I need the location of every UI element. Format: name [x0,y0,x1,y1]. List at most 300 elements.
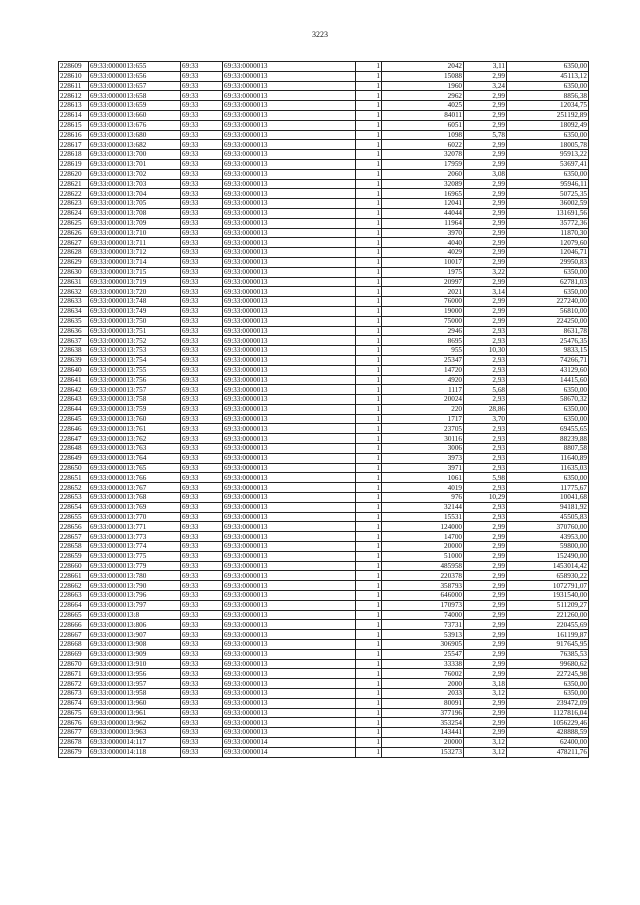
area-cell: 4040 [382,238,464,248]
specific-value-cell: 2,99 [464,120,507,130]
count-cell: 1 [356,512,382,522]
count-cell: 1 [356,169,382,179]
quarter-number-cell: 69:33:0000013 [223,208,356,218]
specific-value-cell: 2,99 [464,71,507,81]
row-number-cell: 228655 [59,512,89,522]
count-cell: 1 [356,669,382,679]
count-cell: 1 [356,581,382,591]
area-cell: 2060 [382,169,464,179]
district-code-cell: 69:33 [181,346,223,356]
row-number-cell: 228623 [59,199,89,209]
quarter-number-cell: 69:33:0000013 [223,453,356,463]
cadastral-value-cell: 14415,60 [507,375,589,385]
cadastral-number-cell: 69:33:0000014:117 [89,737,181,747]
cadastral-value-cell: 1072791,07 [507,581,589,591]
district-code-cell: 69:33 [181,375,223,385]
quarter-number-cell: 69:33:0000013 [223,306,356,316]
count-cell: 1 [356,81,382,91]
specific-value-cell: 10,29 [464,493,507,503]
specific-value-cell: 2,99 [464,610,507,620]
row-number-cell: 228667 [59,630,89,640]
area-cell: 75000 [382,316,464,326]
cadastral-number-cell: 69:33:0000013:760 [89,414,181,424]
cadastral-number-cell: 69:33:0000013:680 [89,130,181,140]
area-cell: 220378 [382,571,464,581]
cadastral-value-cell: 511209,27 [507,600,589,610]
count-cell: 1 [356,414,382,424]
table-row [59,91,589,101]
table-row [59,267,589,277]
table-row [59,542,589,552]
area-cell: 976 [382,493,464,503]
cadastral-number-cell: 69:33:0000013:759 [89,404,181,414]
row-number-cell: 228625 [59,218,89,228]
count-cell: 1 [356,640,382,650]
cadastral-number-cell: 69:33:0000013:758 [89,395,181,405]
district-code-cell: 69:33 [181,591,223,601]
area-cell: 1975 [382,267,464,277]
district-code-cell: 69:33 [181,355,223,365]
area-cell: 646000 [382,591,464,601]
specific-value-cell: 2,93 [464,355,507,365]
cadastral-number-cell: 69:33:0000013:780 [89,571,181,581]
cadastral-number-cell: 69:33:0000013:957 [89,679,181,689]
specific-value-cell: 2,93 [464,375,507,385]
cadastral-number-cell: 69:33:0000013:708 [89,208,181,218]
cadastral-number-cell: 69:33:0000013:711 [89,238,181,248]
district-code-cell: 69:33 [181,630,223,640]
quarter-number-cell: 69:33:0000013 [223,610,356,620]
district-code-cell: 69:33 [181,434,223,444]
district-code-cell: 69:33 [181,71,223,81]
district-code-cell: 69:33 [181,267,223,277]
count-cell: 1 [356,718,382,728]
row-number-cell: 228662 [59,581,89,591]
area-cell: 153273 [382,747,464,757]
cadastral-value-cell: 35772,36 [507,218,589,228]
specific-value-cell: 2,99 [464,101,507,111]
specific-value-cell: 2,99 [464,728,507,738]
table-row [59,238,589,248]
table-row [59,551,589,561]
area-cell: 12041 [382,199,464,209]
table-row [59,346,589,356]
row-number-cell: 228673 [59,689,89,699]
quarter-number-cell: 69:33:0000013 [223,316,356,326]
count-cell: 1 [356,120,382,130]
quarter-number-cell: 69:33:0000013 [223,189,356,199]
cadastral-number-cell: 69:33:0000013:703 [89,179,181,189]
cadastral-value-cell: 36002,59 [507,199,589,209]
cadastral-value-cell: 43953,00 [507,532,589,542]
table-row [59,257,589,267]
count-cell: 1 [356,257,382,267]
district-code-cell: 69:33 [181,581,223,591]
cadastral-value-cell: 18005,78 [507,140,589,150]
area-cell: 14720 [382,365,464,375]
quarter-number-cell: 69:33:0000013 [223,640,356,650]
quarter-number-cell: 69:33:0000014 [223,747,356,757]
area-cell: 23705 [382,424,464,434]
district-code-cell: 69:33 [181,532,223,542]
area-cell: 32078 [382,150,464,160]
specific-value-cell: 2,99 [464,640,507,650]
cadastral-number-cell: 69:33:0000013:960 [89,698,181,708]
specific-value-cell: 2,93 [464,463,507,473]
district-code-cell: 69:33 [181,728,223,738]
district-code-cell: 69:33 [181,414,223,424]
count-cell: 1 [356,610,382,620]
row-number-cell: 228660 [59,561,89,571]
area-cell: 25547 [382,649,464,659]
table-row [59,424,589,434]
area-cell: 6051 [382,120,464,130]
cadastral-value-cell: 152490,00 [507,551,589,561]
table-row [59,375,589,385]
district-code-cell: 69:33 [181,130,223,140]
cadastral-number-cell: 69:33:0000013:714 [89,257,181,267]
count-cell: 1 [356,424,382,434]
area-cell: 220 [382,404,464,414]
table-row [59,493,589,503]
table-row [59,444,589,454]
cadastral-value-cell: 428888,59 [507,728,589,738]
row-number-cell: 228665 [59,610,89,620]
cadastral-value-cell: 62400,00 [507,737,589,747]
count-cell: 1 [356,385,382,395]
area-cell: 2033 [382,689,464,699]
table-row [59,640,589,650]
cadastral-number-cell: 69:33:0000013:709 [89,218,181,228]
row-number-cell: 228619 [59,159,89,169]
specific-value-cell: 2,99 [464,140,507,150]
table-row [59,189,589,199]
table-row [59,728,589,738]
specific-value-cell: 2,99 [464,110,507,120]
table-row [59,326,589,336]
district-code-cell: 69:33 [181,248,223,258]
area-cell: 170973 [382,600,464,610]
row-number-cell: 228627 [59,238,89,248]
district-code-cell: 69:33 [181,483,223,493]
quarter-number-cell: 69:33:0000013 [223,248,356,258]
table-row [59,561,589,571]
row-number-cell: 228663 [59,591,89,601]
count-cell: 1 [356,346,382,356]
row-number-cell: 228631 [59,277,89,287]
specific-value-cell: 3,12 [464,689,507,699]
count-cell: 1 [356,502,382,512]
area-cell: 16965 [382,189,464,199]
cadastral-value-cell: 251192,89 [507,110,589,120]
cadastral-value-cell: 6350,00 [507,62,589,72]
count-cell: 1 [356,463,382,473]
specific-value-cell: 2,93 [464,434,507,444]
table-row [59,473,589,483]
cadastral-number-cell: 69:33:0000013:748 [89,297,181,307]
cadastral-number-cell: 69:33:0000013:765 [89,463,181,473]
row-number-cell: 228637 [59,336,89,346]
specific-value-cell: 2,99 [464,581,507,591]
cadastral-number-cell: 69:33:0000013:756 [89,375,181,385]
table-row [59,659,589,669]
quarter-number-cell: 69:33:0000013 [223,159,356,169]
cadastral-value-cell: 6350,00 [507,404,589,414]
quarter-number-cell: 69:33:0000013 [223,238,356,248]
cadastral-number-cell: 69:33:0000013:956 [89,669,181,679]
cadastral-value-cell: 94181,92 [507,502,589,512]
cadastral-value-cell: 8807,58 [507,444,589,454]
quarter-number-cell: 69:33:0000013 [223,708,356,718]
cadastral-number-cell: 69:33:0000013:752 [89,336,181,346]
cadastral-number-cell: 69:33:0000013:715 [89,267,181,277]
cadastral-value-table [58,61,589,758]
cadastral-number-cell: 69:33:0000013:763 [89,444,181,454]
district-code-cell: 69:33 [181,62,223,72]
cadastral-number-cell: 69:33:0000013:702 [89,169,181,179]
count-cell: 1 [356,434,382,444]
count-cell: 1 [356,130,382,140]
row-number-cell: 228640 [59,365,89,375]
quarter-number-cell: 69:33:0000013 [223,551,356,561]
cadastral-value-cell: 18092,49 [507,120,589,130]
quarter-number-cell: 69:33:0000013 [223,591,356,601]
cadastral-number-cell: 69:33:0000013:659 [89,101,181,111]
district-code-cell: 69:33 [181,718,223,728]
quarter-number-cell: 69:33:0000013 [223,561,356,571]
cadastral-value-cell: 25476,35 [507,336,589,346]
specific-value-cell: 2,93 [464,483,507,493]
count-cell: 1 [356,630,382,640]
quarter-number-cell: 69:33:0000013 [223,669,356,679]
area-cell: 14700 [382,532,464,542]
area-cell: 143441 [382,728,464,738]
district-code-cell: 69:33 [181,669,223,679]
row-number-cell: 228658 [59,542,89,552]
row-number-cell: 228676 [59,718,89,728]
count-cell: 1 [356,532,382,542]
area-cell: 11964 [382,218,464,228]
cadastral-number-cell: 69:33:0000013:753 [89,346,181,356]
district-code-cell: 69:33 [181,228,223,238]
cadastral-number-cell: 69:33:0000013:764 [89,453,181,463]
row-number-cell: 228622 [59,189,89,199]
cadastral-value-cell: 69455,65 [507,424,589,434]
quarter-number-cell: 69:33:0000013 [223,110,356,120]
specific-value-cell: 3,18 [464,679,507,689]
quarter-number-cell: 69:33:0000013 [223,130,356,140]
area-cell: 10017 [382,257,464,267]
area-cell: 358793 [382,581,464,591]
row-number-cell: 228618 [59,150,89,160]
cadastral-value-cell: 131691,56 [507,208,589,218]
quarter-number-cell: 69:33:0000013 [223,91,356,101]
specific-value-cell: 2,99 [464,522,507,532]
count-cell: 1 [356,159,382,169]
cadastral-value-cell: 224250,00 [507,316,589,326]
row-number-cell: 228616 [59,130,89,140]
cadastral-number-cell: 69:33:0000013:806 [89,620,181,630]
row-number-cell: 228674 [59,698,89,708]
table-row [59,120,589,130]
row-number-cell: 228647 [59,434,89,444]
table-row [59,248,589,258]
cadastral-value-cell: 917645,95 [507,640,589,650]
district-code-cell: 69:33 [181,551,223,561]
table-row [59,669,589,679]
area-cell: 20997 [382,277,464,287]
cadastral-value-cell: 9833,15 [507,346,589,356]
area-cell: 1717 [382,414,464,424]
row-number-cell: 228649 [59,453,89,463]
table-row [59,502,589,512]
cadastral-value-cell: 370760,00 [507,522,589,532]
district-code-cell: 69:33 [181,91,223,101]
cadastral-number-cell: 69:33:0000013:700 [89,150,181,160]
specific-value-cell: 2,99 [464,600,507,610]
quarter-number-cell: 69:33:0000014 [223,737,356,747]
cadastral-value-cell: 6350,00 [507,679,589,689]
quarter-number-cell: 69:33:0000013 [223,346,356,356]
table-row [59,571,589,581]
row-number-cell: 228630 [59,267,89,277]
specific-value-cell: 2,99 [464,208,507,218]
cadastral-value-cell: 478211,76 [507,747,589,757]
row-number-cell: 228624 [59,208,89,218]
cadastral-value-cell: 11635,03 [507,463,589,473]
cadastral-value-cell: 6350,00 [507,385,589,395]
table-row [59,62,589,72]
quarter-number-cell: 69:33:0000013 [223,698,356,708]
cadastral-value-cell: 12034,75 [507,101,589,111]
row-number-cell: 228634 [59,306,89,316]
cadastral-number-cell: 69:33:0000013:660 [89,110,181,120]
district-code-cell: 69:33 [181,737,223,747]
area-cell: 1061 [382,473,464,483]
table-row [59,698,589,708]
specific-value-cell: 2,93 [464,424,507,434]
row-number-cell: 228651 [59,473,89,483]
specific-value-cell: 2,99 [464,248,507,258]
quarter-number-cell: 69:33:0000013 [223,444,356,454]
row-number-cell: 228610 [59,71,89,81]
quarter-number-cell: 69:33:0000013 [223,71,356,81]
row-number-cell: 228677 [59,728,89,738]
table-row [59,414,589,424]
cadastral-value-cell: 76385,53 [507,649,589,659]
cadastral-value-cell: 99680,62 [507,659,589,669]
area-cell: 4025 [382,101,464,111]
area-cell: 3973 [382,453,464,463]
quarter-number-cell: 69:33:0000013 [223,228,356,238]
quarter-number-cell: 69:33:0000013 [223,434,356,444]
specific-value-cell: 2,93 [464,444,507,454]
specific-value-cell: 10,30 [464,346,507,356]
cadastral-number-cell: 69:33:0000013:770 [89,512,181,522]
district-code-cell: 69:33 [181,493,223,503]
cadastral-number-cell: 69:33:0000013:676 [89,120,181,130]
row-number-cell: 228668 [59,640,89,650]
row-number-cell: 228646 [59,424,89,434]
specific-value-cell: 2,99 [464,297,507,307]
cadastral-number-cell: 69:33:0000013:705 [89,199,181,209]
quarter-number-cell: 69:33:0000013 [223,532,356,542]
cadastral-value-cell: 12079,60 [507,238,589,248]
count-cell: 1 [356,571,382,581]
quarter-number-cell: 69:33:0000013 [223,267,356,277]
count-cell: 1 [356,375,382,385]
specific-value-cell: 2,99 [464,257,507,267]
count-cell: 1 [356,522,382,532]
specific-value-cell: 2,99 [464,238,507,248]
count-cell: 1 [356,199,382,209]
table-row [59,737,589,747]
cadastral-number-cell: 69:33:0000013:762 [89,434,181,444]
quarter-number-cell: 69:33:0000013 [223,483,356,493]
specific-value-cell: 2,99 [464,551,507,561]
row-number-cell: 228664 [59,600,89,610]
district-code-cell: 69:33 [181,81,223,91]
row-number-cell: 228615 [59,120,89,130]
count-cell: 1 [356,659,382,669]
cadastral-number-cell: 69:33:0000013:720 [89,287,181,297]
specific-value-cell: 3,14 [464,287,507,297]
cadastral-number-cell: 69:33:0000013:766 [89,473,181,483]
table-row [59,718,589,728]
cadastral-number-cell: 69:33:0000013:710 [89,228,181,238]
quarter-number-cell: 69:33:0000013 [223,571,356,581]
quarter-number-cell: 69:33:0000013 [223,199,356,209]
area-cell: 17959 [382,159,464,169]
quarter-number-cell: 69:33:0000013 [223,463,356,473]
count-cell: 1 [356,728,382,738]
area-cell: 80091 [382,698,464,708]
area-cell: 15088 [382,71,464,81]
area-cell: 8695 [382,336,464,346]
specific-value-cell: 2,93 [464,395,507,405]
count-cell: 1 [356,561,382,571]
cadastral-value-cell: 45113,12 [507,71,589,81]
specific-value-cell: 2,99 [464,649,507,659]
district-code-cell: 69:33 [181,679,223,689]
row-number-cell: 228620 [59,169,89,179]
cadastral-value-cell: 8856,38 [507,91,589,101]
table-row [59,385,589,395]
cadastral-value-cell: 227240,00 [507,297,589,307]
row-number-cell: 228671 [59,669,89,679]
cadastral-value-cell: 88239,88 [507,434,589,444]
area-cell: 2000 [382,679,464,689]
table-row [59,679,589,689]
district-code-cell: 69:33 [181,522,223,532]
area-cell: 4019 [382,483,464,493]
quarter-number-cell: 69:33:0000013 [223,542,356,552]
specific-value-cell: 3,22 [464,267,507,277]
table-row [59,110,589,120]
specific-value-cell: 2,99 [464,277,507,287]
table-row [59,336,589,346]
quarter-number-cell: 69:33:0000013 [223,404,356,414]
quarter-number-cell: 69:33:0000013 [223,297,356,307]
cadastral-number-cell: 69:33:0000013:751 [89,326,181,336]
area-cell: 53913 [382,630,464,640]
cadastral-value-cell: 6350,00 [507,287,589,297]
district-code-cell: 69:33 [181,101,223,111]
area-cell: 44044 [382,208,464,218]
quarter-number-cell: 69:33:0000013 [223,522,356,532]
table-row [59,512,589,522]
table-row [59,483,589,493]
